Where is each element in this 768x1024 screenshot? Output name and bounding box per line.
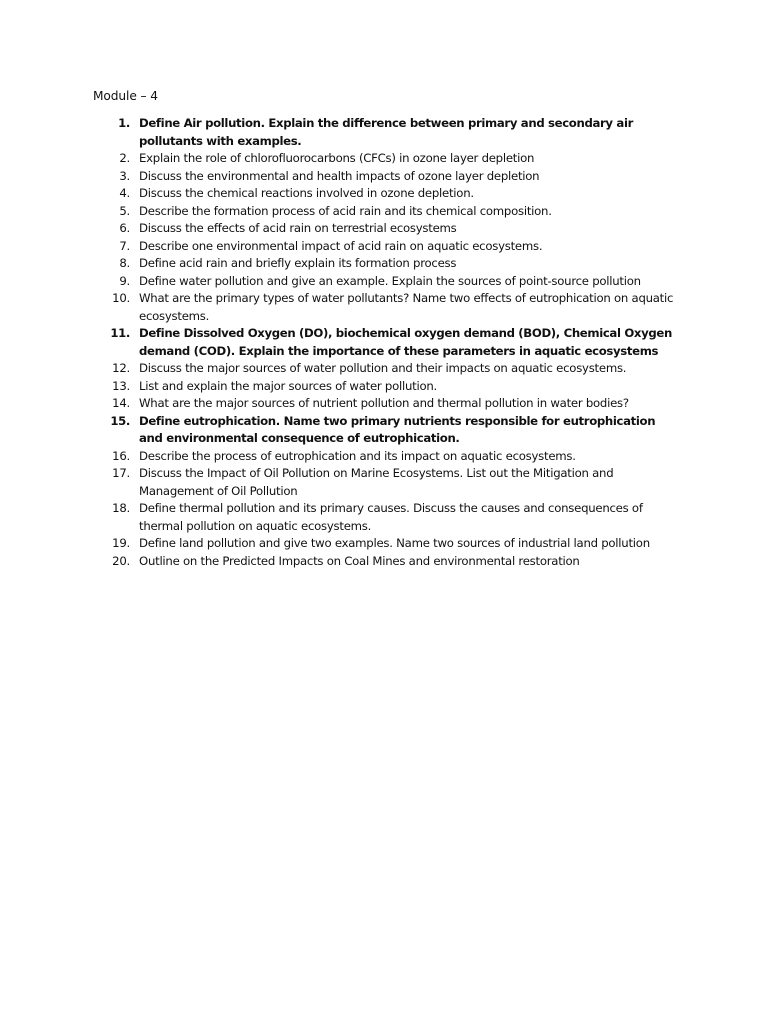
question-text: Define land pollution and give two examples. Name two sources of industrial land pollution [139, 536, 650, 550]
question-item [0, 255, 679, 273]
question-item [0, 395, 679, 413]
question-number: 13. [112, 378, 130, 393]
question-item [0, 378, 679, 396]
question-number: 15. [110, 413, 130, 428]
question-item [0, 500, 679, 535]
question-text: Discuss the Impact of Oil Pollution on Marine Ecosystems. List out the Mitigation and Management of Oil Pollution [139, 466, 614, 498]
question-number: 10. [112, 291, 130, 305]
question-text: Outline on the Predicted Impacts on Coal Mines and environmental restoration [139, 553, 580, 568]
question-item [0, 448, 679, 466]
question-text: Discuss the effects of acid rain on terrestrial ecosystems [139, 221, 457, 235]
question-text: Describe the process of eutrophication and its impact on aquatic ecosystems. [139, 448, 576, 463]
question-number: 1. [118, 116, 130, 130]
question-text: What are the primary types of water pollutants? Name two effects of eutrophication on aquatic ecosystems. [139, 291, 674, 323]
question-number: 12. [112, 361, 130, 375]
question-item [0, 238, 679, 256]
question-item [0, 465, 679, 500]
question-text: Discuss the environmental and health impacts of ozone layer depletion [139, 168, 540, 183]
question-item [0, 273, 679, 291]
question-number: 18. [112, 501, 130, 515]
module-heading: Module – 4 [93, 89, 158, 103]
question-item [0, 115, 679, 150]
question-text: List and explain the major sources of water pollution. [139, 378, 437, 393]
question-item [0, 325, 679, 360]
question-item [0, 168, 679, 186]
question-text: Explain the role of chlorofluorocarbons (CFCs) in ozone layer depletion [139, 151, 535, 165]
question-text: Describe the formation process of acid rain and its chemical composition. [139, 203, 552, 218]
question-text: Define acid rain and briefly explain its formation process [139, 256, 457, 270]
question-item [0, 150, 679, 168]
question-number: 16. [112, 448, 130, 463]
question-text: Define Dissolved Oxygen (DO), biochemical oxygen demand (BOD), Chemical Oxygen demand (COD). Explain the importance of these parameters in aquatic ecosystems [139, 326, 672, 358]
question-number: 5. [119, 203, 130, 218]
question-number: 3. [119, 168, 130, 183]
question-item [0, 290, 679, 325]
question-item [0, 553, 679, 571]
question-item [0, 185, 679, 203]
question-text: What are the major sources of nutrient pollution and thermal pollution in water bodies? [139, 396, 629, 410]
question-item [0, 203, 679, 221]
question-text: Describe one environmental impact of acid rain on aquatic ecosystems. [139, 238, 543, 253]
question-text: Discuss the chemical reactions involved in ozone depletion. [139, 186, 474, 200]
question-number: 17. [112, 466, 130, 480]
question-number: 4. [119, 186, 130, 200]
question-text: Define water pollution and give an example. Explain the sources of point-source pollution [139, 273, 641, 288]
question-number: 14. [112, 396, 130, 410]
question-number: 20. [112, 553, 130, 568]
question-list [0, 115, 768, 570]
question-text: Define Air pollution. Explain the difference between primary and secondary air pollutants with examples. [139, 116, 634, 148]
question-text: Discuss the major sources of water pollution and their impacts on aquatic ecosystems. [139, 361, 627, 375]
question-number: 6. [119, 221, 130, 235]
question-text: Define thermal pollution and its primary causes. Discuss the causes and consequences of thermal pollution on aquatic ecosystems. [139, 501, 643, 533]
question-item [0, 360, 679, 378]
question-text: Define eutrophication. Name two primary nutrients responsible for eutrophication and environmental consequence of eutrophication. [139, 413, 656, 445]
question-item [0, 413, 679, 448]
question-number: 7. [119, 238, 130, 253]
question-item [0, 220, 679, 238]
question-number: 8. [119, 256, 130, 270]
question-number: 11. [110, 326, 130, 340]
question-number: 2. [119, 151, 130, 165]
question-item [0, 535, 679, 553]
question-number: 9. [119, 273, 130, 288]
question-number: 19. [112, 536, 130, 550]
